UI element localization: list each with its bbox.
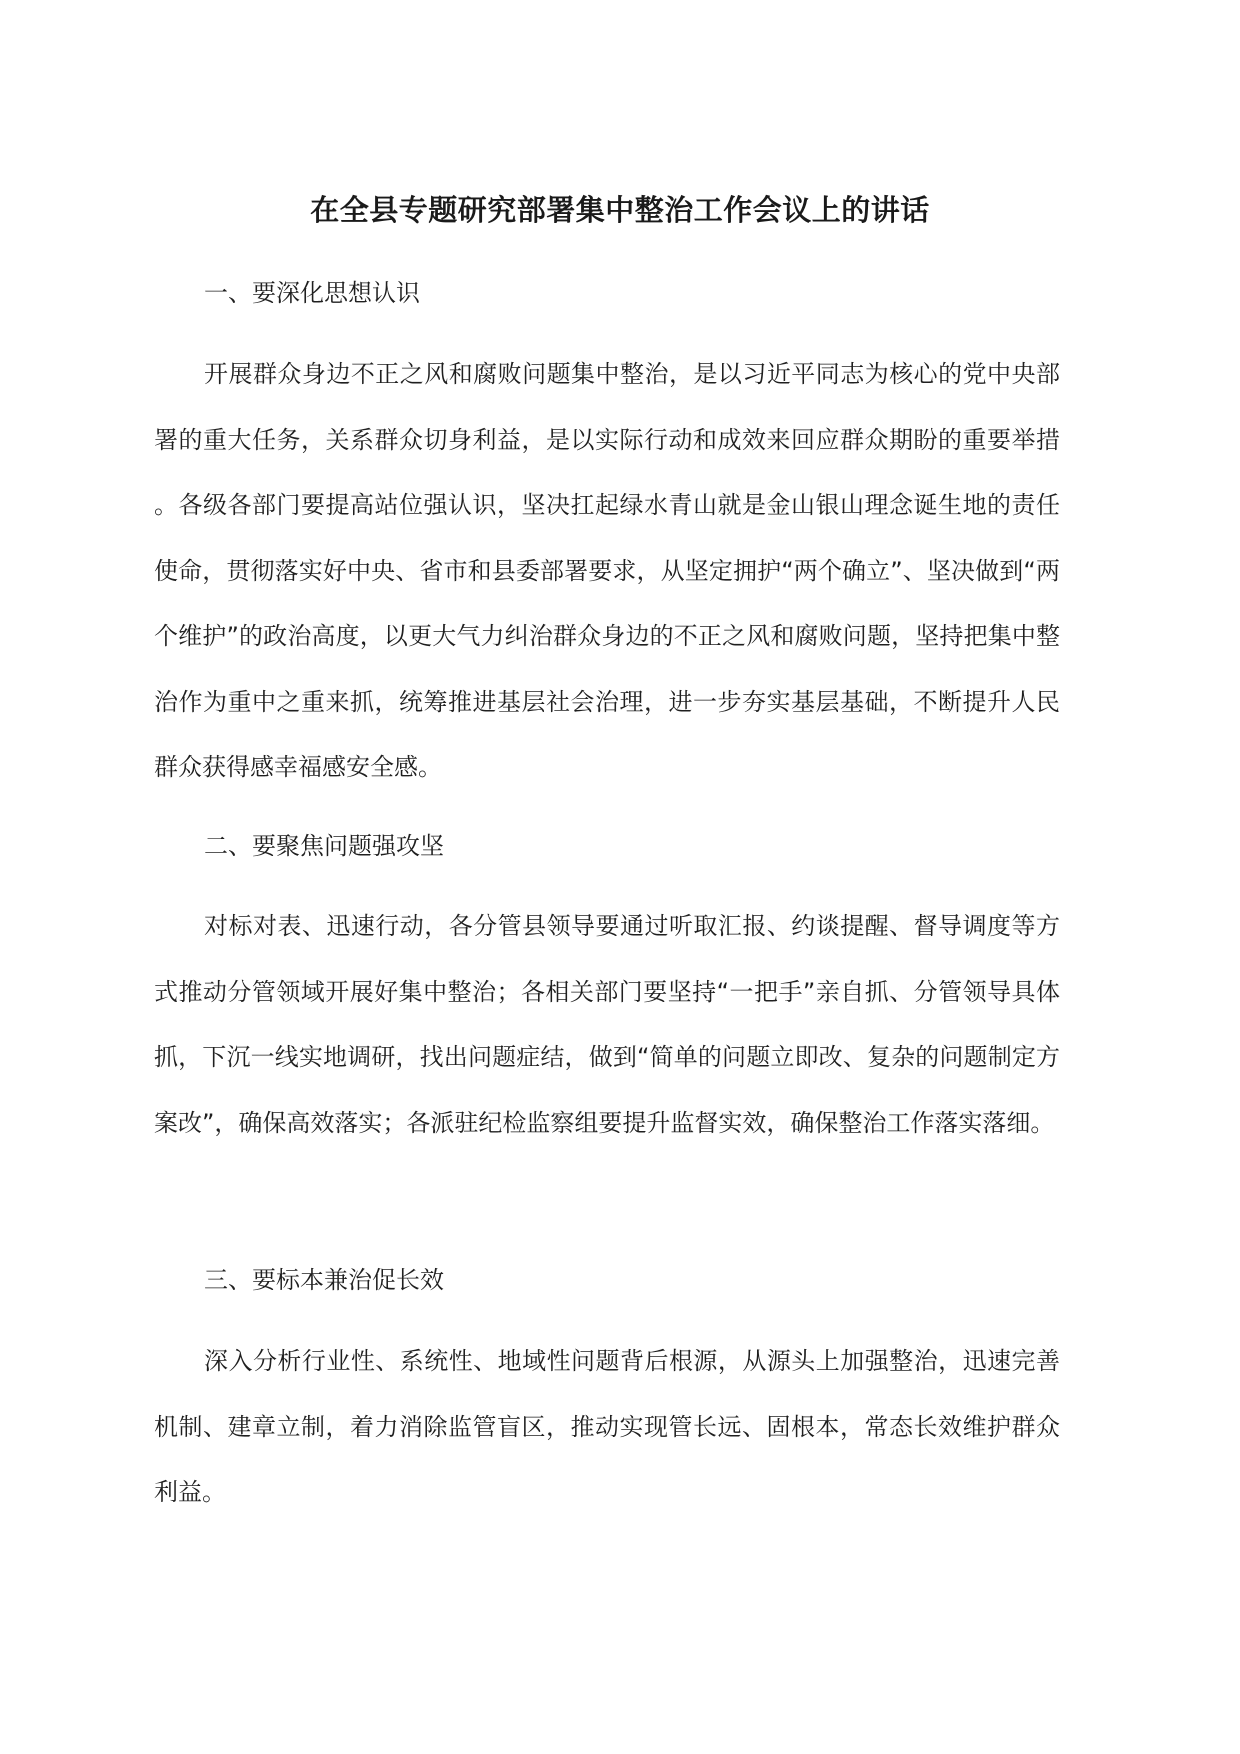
section-paragraph-1: 开展群众身边不正之风和腐败问题集中整治，是以习近平同志为核心的党中央部署的重大任务，关系群众切身利益，是以实际行动和成效来回应群众期盼的重要举措。各级各部门要提高站位强认识，坚决扛起绿水青山就是金山银山理念诞生地的责任使命，贯彻落实好中央、省市和县委部署要求，从坚定拥护“两个确立”、坚决做到“两个维护”的政治高度，以更大气力纠治群众身边的不正之风和腐败问题，坚持把集中整治作为重中之重来抓，统筹推进基层社会治理，进一步夯实基层基础，不断提升人民群众获得感幸福感安全感。 <box>154 360 1060 781</box>
section-heading-2: 二、要聚焦问题强攻坚 <box>204 832 444 860</box>
section-heading-3: 三、要标本兼治促长效 <box>204 1266 444 1294</box>
section-heading-1: 一、要深化思想认识 <box>204 279 420 307</box>
document-title: 在全县专题研究部署集中整治工作会议上的讲话 <box>310 193 930 227</box>
section-paragraph-2: 对标对表、迅速行动，各分管县领导要通过听取汇报、约谈提醒、督导调度等方式推动分管领域开展好集中整治；各相关部门要坚持“一把手”亲自抓、分管领导具体抓，下沉一线实地调研，找出问题症结，做到“简单的问题立即改、复杂的问题制定方案改”，确保高效落实；各派驻纪检监察组要提升监督实效，确保整治工作落实落细。 <box>154 912 1060 1137</box>
section-paragraph-3: 深入分析行业性、系统性、地域性问题背后根源，从源头上加强整治，迅速完善机制、建章立制，着力消除监管盲区，推动实现管长远、固根本，常态长效维护群众利益。 <box>154 1347 1060 1506</box>
